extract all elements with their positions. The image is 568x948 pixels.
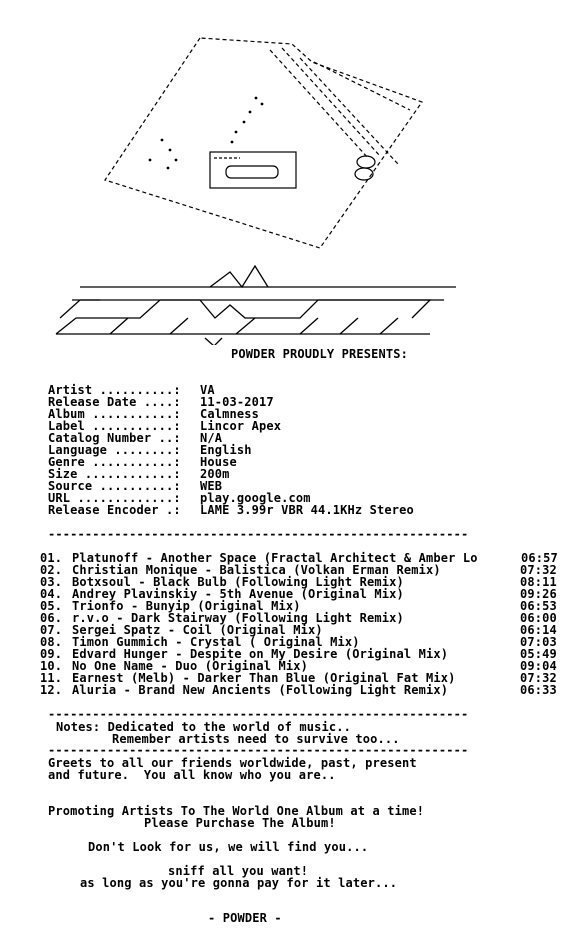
info-value: VA [200, 383, 215, 397]
info-value: English [200, 443, 252, 457]
sparkle-dots [149, 97, 264, 170]
track-title: Platunoff - Another Space (Fractal Architect & Amber Lo [72, 551, 478, 565]
track-title: Christian Monique - Balistica (Volkan Erman Remix) [72, 563, 441, 577]
info-label: Release Date ....: [48, 395, 181, 409]
promo-line-2: Please Purchase The Album! [144, 816, 336, 830]
greets-line-2: and future. You all know who you are.. [48, 768, 336, 782]
cassette-icon [210, 152, 296, 188]
greets-line-1: Greets to all our friends worldwide, past, present [48, 756, 417, 770]
info-value: Calmness [200, 407, 259, 421]
info-label: Artist ..........: [48, 383, 181, 397]
info-label: Language ........: [48, 443, 181, 457]
track-title: Botxsoul - Black Bulb (Following Light Remix) [72, 575, 404, 589]
info-label: Album ...........: [48, 407, 181, 421]
divider-top: --------------------------------------------------------- [48, 527, 469, 541]
sniff-line-2: as long as you're gonna pay for it later... [80, 876, 398, 890]
track-duration: 07:32 [520, 563, 557, 577]
powder-logo [56, 266, 456, 345]
track-title: r.v.o - Dark Stairway (Following Light Remix) [72, 611, 404, 625]
track-duration: 06:00 [520, 611, 557, 625]
intro-heading: POWDER PROUDLY PRESENTS: [231, 347, 408, 361]
find-line: Don't Look for us, we will find you... [88, 840, 369, 854]
info-label: Release Encoder .: [48, 503, 181, 517]
track-title: Aluria - Brand New Ancients (Following Light Remix) [72, 683, 449, 697]
promo-line-1: Promoting Artists To The World One Album at a time! [48, 804, 425, 818]
track-title: Andrey Plavinskiy - 5th Avenue (Original Mix) [72, 587, 404, 601]
track-number: 10. [40, 659, 63, 673]
notes-line-2: Remember artists need to survive too... [112, 732, 400, 746]
card-outline [105, 38, 422, 248]
info-value: N/A [200, 431, 223, 445]
info-label: Catalog Number ..: [48, 431, 181, 445]
track-duration: 06:53 [520, 599, 557, 613]
track-duration: 09:04 [520, 659, 557, 673]
track-title: Earnest (Melb) - Darker Than Blue (Original Fat Mix) [72, 671, 456, 685]
info-value: House [200, 455, 237, 469]
track-duration: 06:33 [520, 683, 557, 697]
info-value: LAME 3.99r VBR 44.1KHz Stereo [200, 503, 414, 517]
info-value: Lincor Apex [200, 419, 282, 433]
track-title: Sergei Spatz - Coil (Original Mix) [72, 623, 323, 637]
info-label: Label ...........: [48, 419, 181, 433]
track-duration: 06:57 [521, 551, 558, 565]
info-label: URL .............: [48, 491, 181, 505]
info-value: 11-03-2017 [200, 395, 274, 409]
track-duration: 05:49 [520, 647, 557, 661]
track-title: Timon Gummich - Crystal ( Original Mix) [72, 635, 360, 649]
divider-notes-top: --------------------------------------------------------- [48, 707, 469, 721]
track-title: No One Name - Duo (Original Mix) [72, 659, 308, 673]
sniff-line-1: sniff all you want! [168, 864, 309, 878]
track-number: 08. [40, 635, 63, 649]
track-duration: 06:14 [520, 623, 557, 637]
track-duration: 07:03 [520, 635, 557, 649]
track-title: Trionfo - Bunyip (Original Mix) [72, 599, 301, 613]
track-number: 02. [40, 563, 63, 577]
track-number: 11. [40, 671, 63, 685]
track-number: 01. [40, 551, 63, 565]
info-value: WEB [200, 479, 223, 493]
footer-credit: - POWDER - [208, 911, 282, 925]
ascii-art-logo [0, 0, 568, 345]
info-label: Source ..........: [48, 479, 181, 493]
track-title: Edvard Hunger - Despite on My Desire (Original Mix) [72, 647, 449, 661]
track-number: 09. [40, 647, 63, 661]
track-number: 03. [40, 575, 63, 589]
info-label: Size ............: [48, 467, 181, 481]
info-label: Genre ...........: [48, 455, 181, 469]
notes-line-1: Notes: Dedicated to the world of music.. [56, 720, 351, 734]
track-number: 05. [40, 599, 63, 613]
track-duration: 09:26 [520, 587, 557, 601]
track-duration: 07:32 [520, 671, 557, 685]
divider-notes-bottom: --------------------------------------------------------- [48, 743, 469, 757]
track-number: 06. [40, 611, 63, 625]
track-duration: 08:11 [520, 575, 557, 589]
info-value: play.google.com [200, 491, 311, 505]
track-number: 04. [40, 587, 63, 601]
track-number: 12. [40, 683, 63, 697]
track-number: 07. [40, 623, 63, 637]
info-value: 200m [200, 467, 230, 481]
